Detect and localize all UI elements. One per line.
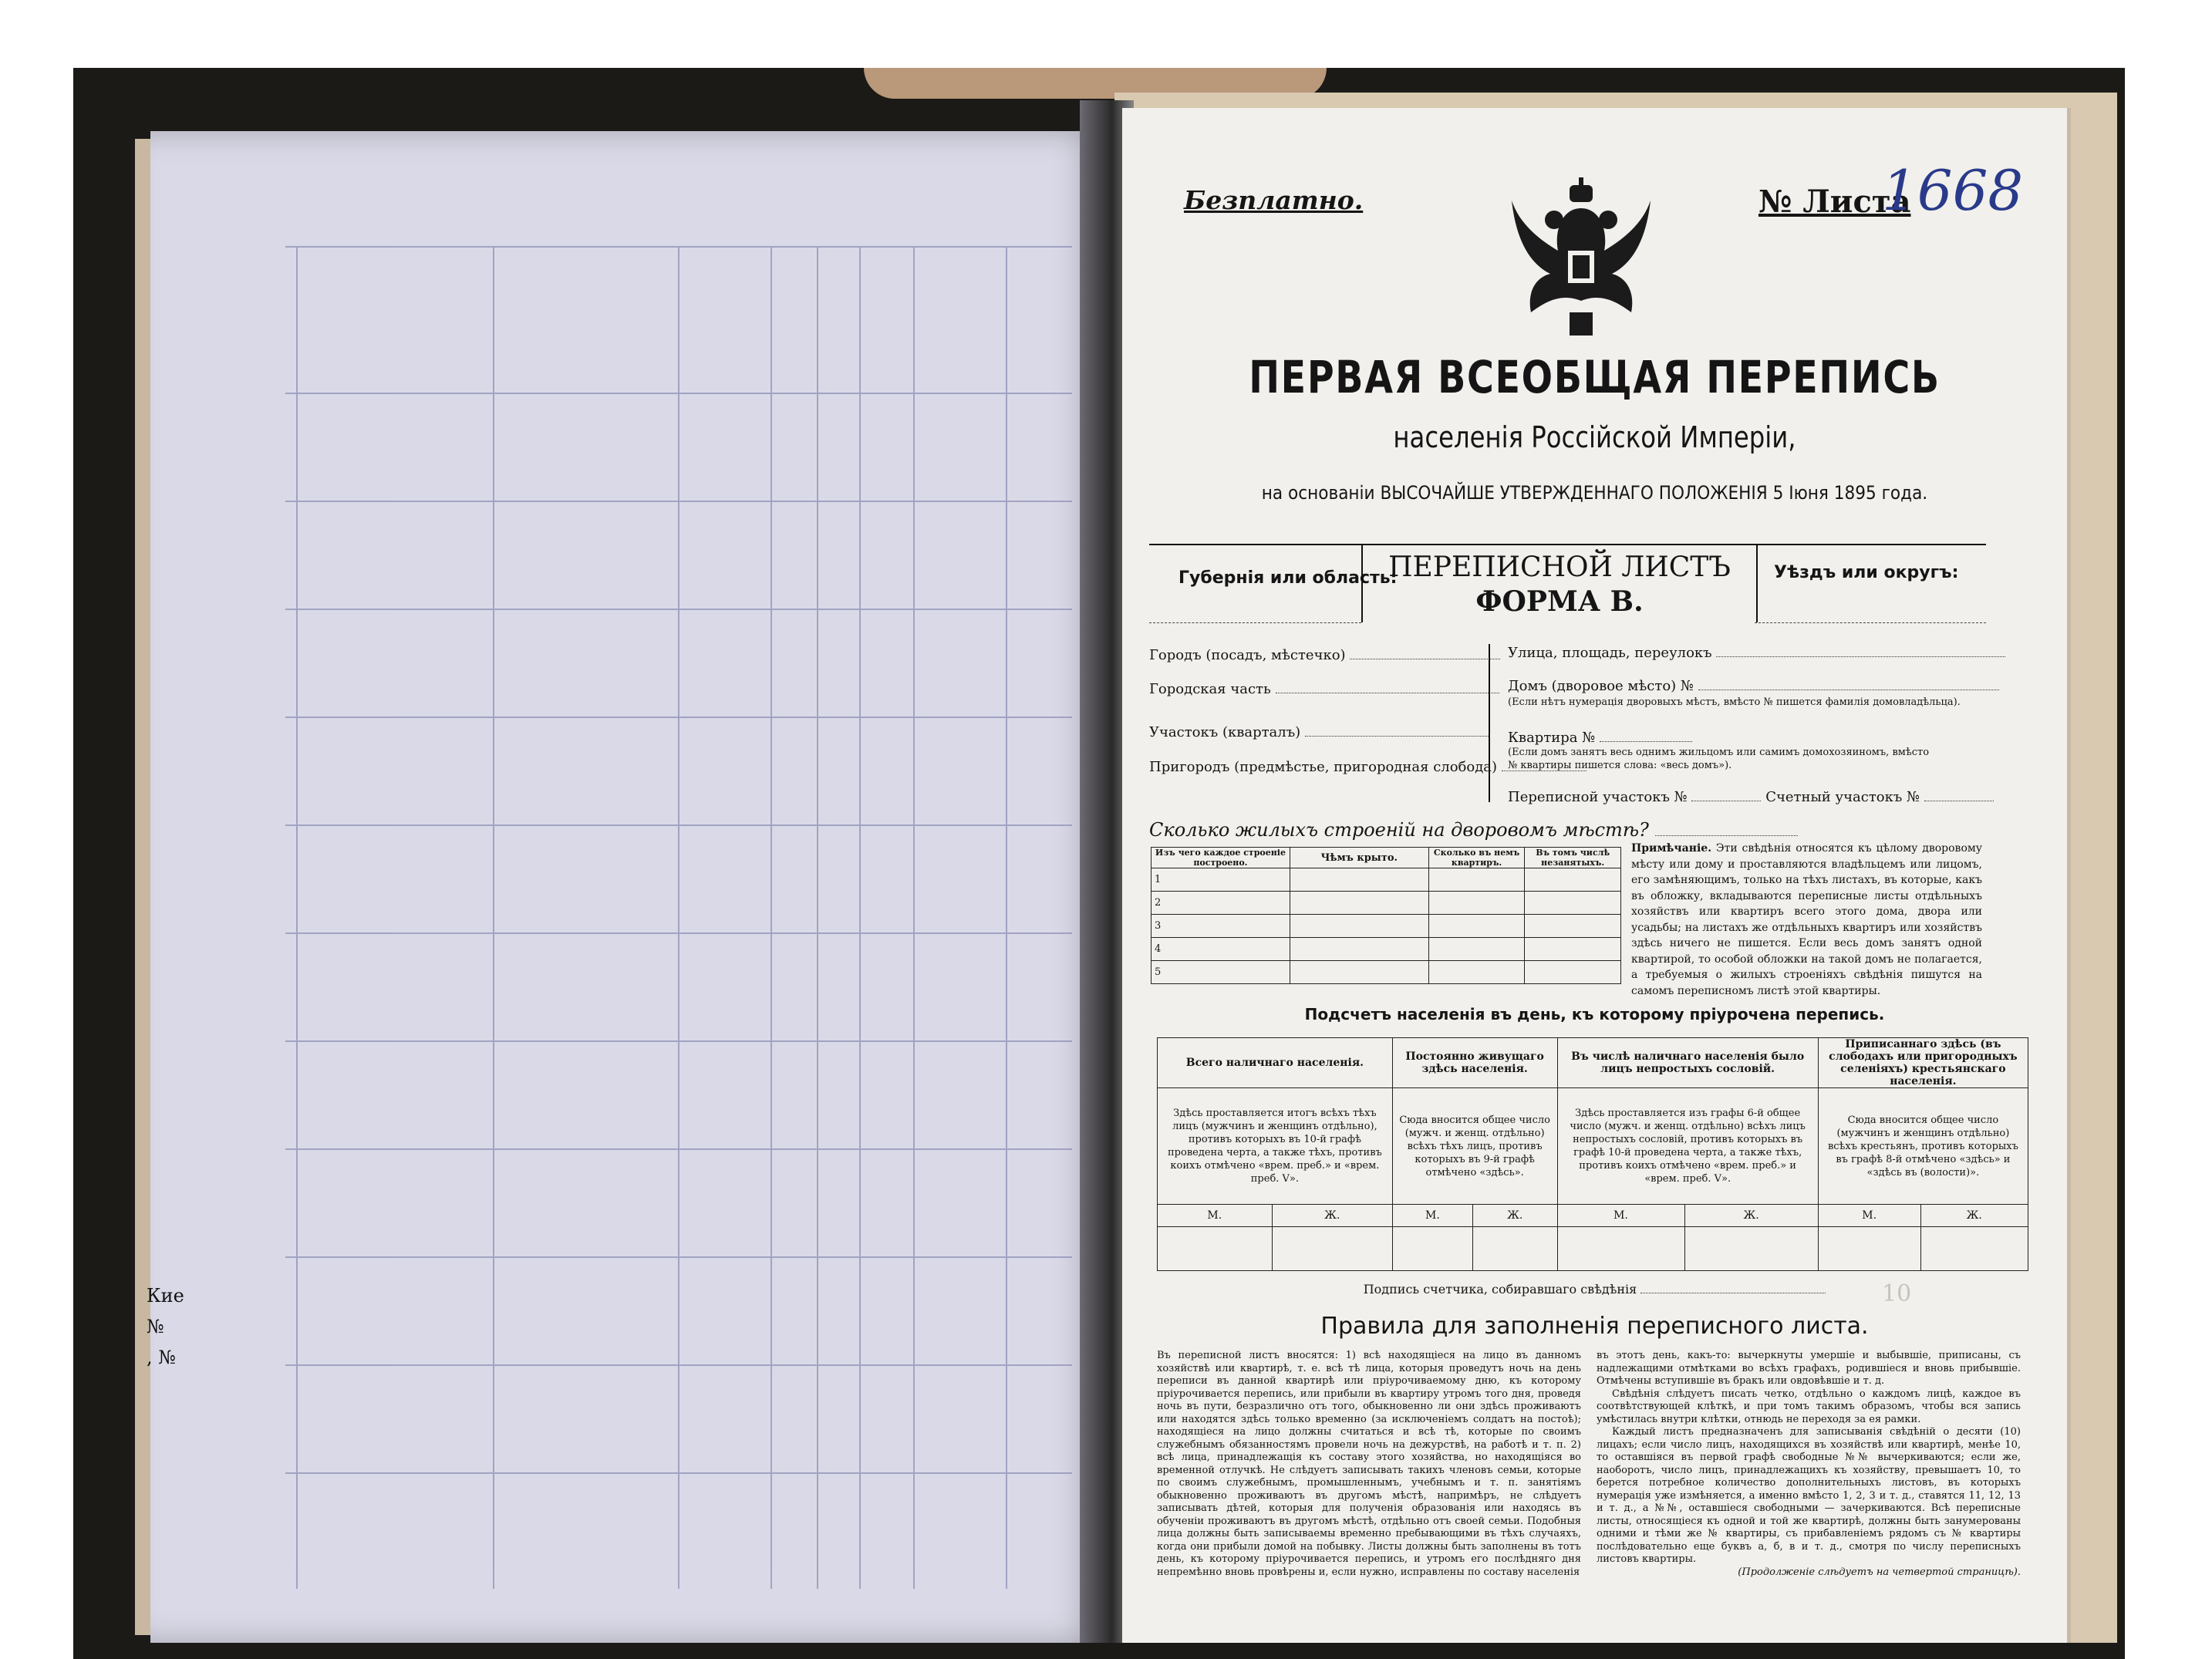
table-row xyxy=(1152,961,1621,984)
district-box xyxy=(1755,544,1986,623)
house-label: Домъ (дворовое мѣсто) № xyxy=(1508,678,1694,694)
faint-page-number: 10 xyxy=(1882,1280,1912,1307)
census-basis: на основаніи ВЫСОЧАЙШЕ УТВЕРЖДЕННАГО ПОЛОЖЕНІЯ 5 Іюня 1895 года. xyxy=(1261,482,1928,504)
col-apartments: Сколько въ немъ квартиръ. xyxy=(1428,848,1525,868)
stub-label: Кие xyxy=(147,1285,184,1307)
free-label: Безплатно. xyxy=(1184,185,1364,215)
district-label: Уѣздъ или округъ: xyxy=(1774,563,1959,582)
rules-right-column xyxy=(1597,1350,2021,1579)
apartment-note-2: № квартиры пишется слова: «весь домъ»). xyxy=(1508,760,1732,771)
rules-title: Правила для заполненія переписного листа. xyxy=(1320,1313,1869,1340)
buildings-question-text: Сколько жилыхъ строеній на дворовомъ мѣстѣ? xyxy=(1149,819,1649,841)
table-row xyxy=(1152,892,1621,915)
rules-continued: (Продолженіе слѣдуетъ на четвертой страницѣ). xyxy=(1738,1566,2021,1578)
precinct-field xyxy=(1149,723,1490,740)
count-col-desc: Здѣсь проставляется итогъ всѣхъ тѣхъ лицъ (мужчинъ и женщинъ отдѣльно), противъ которыхъ въ 10-й графѣ проведена черта, а также тѣхъ, противъ коихъ отмѣчено «врем. преб.» и «врем. преб. V». xyxy=(1158,1088,1393,1205)
signature-label: Подпись счетчика, собиравшаго свѣдѣнія xyxy=(1363,1282,1637,1297)
province-label: Губернія или область: xyxy=(1178,568,1398,588)
form-name: ФОРМА В. xyxy=(1475,585,1644,618)
table-row xyxy=(1152,915,1621,938)
counter-signature xyxy=(1122,1280,2067,1297)
female-label: Ж. xyxy=(1473,1205,1557,1227)
count-col-head: Приписаннаго здѣсь (въ слободахъ или пригородныхъ селеніяхъ) крестьянскаго населенія. xyxy=(1818,1038,2028,1088)
sheet-number-text: № Листа xyxy=(1758,184,1911,220)
street-field xyxy=(1508,644,2005,661)
street-label: Улица, площадь, переулокъ xyxy=(1508,645,1712,661)
col-material: Изъ чего каждое строеніе построено. xyxy=(1152,848,1290,868)
buildings-question xyxy=(1149,819,1798,841)
row-number: 5 xyxy=(1152,961,1290,984)
left-stub-labels xyxy=(147,1280,184,1396)
col-roof: Чѣмъ крыто. xyxy=(1290,848,1428,868)
stub-label: № xyxy=(147,1316,164,1337)
handwritten-sheet-number: 1668 xyxy=(1882,158,2024,223)
form-name-box xyxy=(1361,544,1758,622)
male-label: М. xyxy=(1158,1205,1273,1227)
count-col-desc: Сюда вносится общее число (мужчинъ и женщинъ отдѣльно) всѣхъ крестьянъ, противъ которыхъ въ графѣ 8-й отмѣчено «здѣсь» и «здѣсь въ (волости)». xyxy=(1818,1088,2028,1205)
ledger-grid-bleedthrough xyxy=(285,231,1072,1589)
apartment-label: Квартира № xyxy=(1508,730,1596,746)
house-field xyxy=(1508,677,1999,694)
female-label: Ж. xyxy=(1684,1205,1818,1227)
note-label: Примѣчаніе. xyxy=(1631,842,1712,855)
male-label: М. xyxy=(1818,1205,1920,1227)
count-col-desc: Здѣсь проставляется изъ графы 6-й общее число (мужч. и женщ. отдѣльно) всѣхъ лицъ непростыхъ сословій, противъ которыхъ въ графѣ 10-й проведена черта, а также тѣхъ, противъ коихъ отмѣчено «врем. преб.» и «врем. преб. V». xyxy=(1557,1088,1818,1205)
rules-paragraph: въ этотъ день, какъ-то: вычеркнуты умершіе и выбывшіе, приписаны, съ надлежащими отмѣтками во всѣхъ графахъ, родившіеся и вновь прибывшіе. Отмѣчены вступившіе въ бракъ или овдовѣвшіе и т. д. xyxy=(1597,1350,2021,1387)
note-paragraph xyxy=(1631,841,1982,999)
note-text: Эти свѣдѣнія относятся къ цѣлому дворовому мѣсту или дому и проставляются владѣльцемъ или лицомъ, его замѣняющимъ, только на тѣхъ листахъ, въ которые, какъ въ обложку, вкладываются переписные листы отдѣльныхъ хозяйствъ или квартиръ всего этого дома, двора или усадьбы; на листахъ же отдѣльныхъ квартиръ или хозяйствъ здѣсь ничего не пишется. Если весь домъ занятъ одной квартирой, то особой обложки на такой домъ не полагается, а требуемыя о жилыхъ строеніяхъ свѣдѣнія пишутся на самомъ переписномъ листѣ этой квартиры. xyxy=(1631,842,1982,997)
apartment-field xyxy=(1508,729,1692,746)
table-row xyxy=(1152,868,1621,892)
census-section-field xyxy=(1508,788,1994,805)
imperial-eagle-icon xyxy=(1508,177,1654,339)
buildings-table xyxy=(1151,847,1621,984)
count-col-desc: Сюда вносится общее число (мужч. и женщ. отдѣльно) всѣхъ тѣхъ лицъ, противъ которыхъ въ 9-й графѣ отмѣчено «здѣсь». xyxy=(1392,1088,1557,1205)
male-label: М. xyxy=(1392,1205,1472,1227)
city-part-label: Городская часть xyxy=(1149,681,1271,697)
row-number: 3 xyxy=(1152,915,1290,938)
precinct-label: Участокъ (кварталъ) xyxy=(1149,724,1301,740)
count-col-head: Всего наличнаго населенія. xyxy=(1158,1038,1393,1088)
row-number: 4 xyxy=(1152,938,1290,961)
male-label: М. xyxy=(1557,1205,1684,1227)
suburb-label: Пригородъ (предмѣстье, пригородная слобода) xyxy=(1149,759,1498,775)
population-count-title: Подсчетъ населенія въ день, къ которому пріурочена перепись. xyxy=(1304,1005,1885,1023)
row-number: 2 xyxy=(1152,892,1290,915)
census-title: ПЕРВАЯ ВСЕОБЩАЯ ПЕРЕПИСЬ xyxy=(1249,351,1941,403)
table-row xyxy=(1152,938,1621,961)
city-field xyxy=(1149,646,1500,663)
rules-left-column: Въ переписной листъ вносятся: 1) всѣ находящіеся на лицо въ данномъ хозяйствѣ или квартирѣ, т. е. всѣ тѣ лица, которыя проведутъ ночь на день переписи въ данной квартирѣ или пріурочиваемому дню, къ которому пріурочивается перепись, или прибыли въ квартиру утромъ того дня, проведя ночь въ пути, безразлично отъ того, обыкновенно ли они здѣсь проживаютъ или находятся здѣсь только временно (за исключеніемъ солдатъ на постоѣ); находящіеся на лицо должны считаться и всѣ тѣ, которые по своимъ служебнымъ обязанностямъ провели ночь на дежурствѣ, на работѣ и т. п. 2) всѣ лица, принадлежащія къ составу этого хозяйства, но находящіяся во временной отлучкѣ. Не слѣдуетъ записывать такихъ членовъ семьи, которые по своимъ служебнымъ, промышленнымъ, учебнымъ и т. п. занятіямъ обыкновенно проживаютъ въ другомъ мѣстѣ, напримѣръ, не слѣдуетъ записывать дѣтей, которыя для полученія образованія или находясь въ обученіи проживаютъ въ другомъ мѣстѣ, отдѣльно отъ своей семьи. Подобныя лица должны быть записываемы временно пребывающими въ тѣхъ случаяхъ, когда они прибыли домой на побывку. Листы должны быть заполнены въ тотъ день, къ которому пріурочивается перепись, и утромъ его послѣдняго дня непремѣнно вновь провѣрены и, если нужно, исправлены по составу населенія xyxy=(1157,1350,1581,1578)
city-label: Городъ (посадъ, мѣстечко) xyxy=(1149,647,1346,663)
rules-paragraph: Свѣдѣнія слѣдуетъ писать четко, отдѣльно о каждомъ лицѣ, каждое въ соотвѣтствующей клѣткѣ, и при томъ такимъ образомъ, чтобы вся запись умѣстилась внутри клѣтки, отнюдь не переходя за ея рамки. xyxy=(1597,1388,2021,1425)
population-count-table xyxy=(1157,1037,2028,1271)
census-subtitle: населенія Россійской Имперіи, xyxy=(1393,420,1796,454)
row-number: 1 xyxy=(1152,868,1290,892)
city-part-field xyxy=(1149,680,1499,697)
rules-paragraph: Каждый листъ предназначенъ для записыванія свѣдѣній о десяти (10) лицахъ; если число лицъ, находящихся въ хозяйствѣ или квартирѣ, менѣе 10, то оставшіяся въ первой графѣ свободные №№ вычеркиваются; если же, наоборотъ, число лицъ, принадлежащихъ къ хозяйству, превышаетъ 10, то берется потребное количество дополнительныхъ листовъ, въ которыхъ нумерація уже измѣняется, а именно вмѣсто 1, 2, 3 и т. д., ставятся 11, 12, 13 и т. д., а №№, оставшіеся свободными — зачеркиваются. Всѣ переписные листы, относящіеся къ одной и той же квартирѣ, должны быть занумерованы одними и тѣми же № квартиры, съ прибавленіемъ рядомъ съ № квартиры послѣдовательно еще буквъ а, б, в и т. д., смотря по числу переписныхъ листовъ квартиры. xyxy=(1597,1426,2021,1565)
count-col-head: Постоянно живущаго здѣсь населенія. xyxy=(1392,1038,1557,1088)
house-note: (Если нѣтъ нумерація дворовыхъ мѣстъ, вмѣсто № пишется фамилія домовладѣльца). xyxy=(1508,696,1961,708)
female-label: Ж. xyxy=(1272,1205,1392,1227)
apartment-note-1: (Если домъ занятъ весь однимъ жильцомъ или самимъ домохозяиномъ, вмѣсто xyxy=(1508,747,1930,758)
female-label: Ж. xyxy=(1920,1205,2028,1227)
stub-label: , № xyxy=(147,1347,176,1368)
census-section-label: Переписной участокъ № xyxy=(1508,789,1688,805)
col-vacant: Въ томъ числѣ незанятыхъ. xyxy=(1525,848,1621,868)
sheet-type: ПЕРЕПИСНОЙ ЛИСТЪ xyxy=(1388,551,1731,583)
count-section-label: Счетный участокъ № xyxy=(1765,789,1920,805)
count-col-head: Въ числѣ наличнаго населенія было лицъ непростыхъ сословій. xyxy=(1557,1038,1818,1088)
